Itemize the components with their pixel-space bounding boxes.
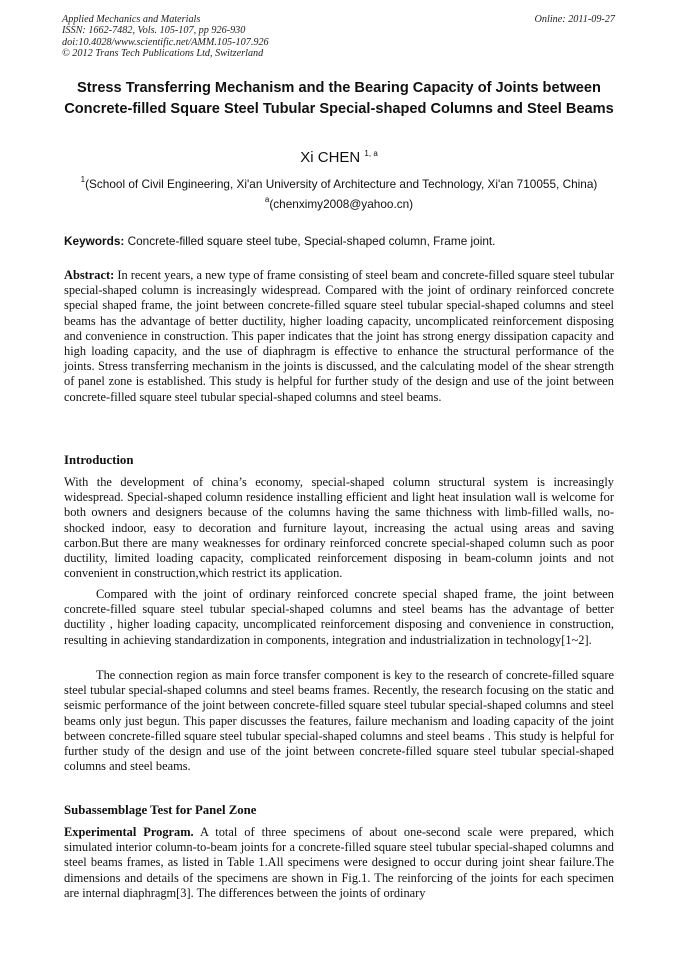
abstract-text: In recent years, a new type of frame consisting of steel beam and concrete-filled square steel tubular special-shaped column is increasingly widespread. Compared with the joint of ordinary reinforced concrete special shaped frame, the joint between concrete-filled square steel tubular special-shaped columns and steel beams has the advantage of better ductility, higher loading capacity, uncomplicated reinforcement disposing and convenience in construction. This paper indicates that the joint has strong energy dissipation capacity and high loading capacity, and the use of diaphragm is effective to enhance the structural performance of the joints. Stress transferring mechanism in the joints is discussed, and the calculating model of the shear strength of panel zone is established. This study is helpful for further study of the design and use of the joint between concrete-filled square steel tubular special-shaped columns and steel beams. [64,268,614,404]
subassemblage-heading: Subassemblage Test for Panel Zone [64,803,257,817]
journal-name: Applied Mechanics and Materials [62,14,201,25]
introduction-paragraph-2: Compared with the joint of ordinary reinforced concrete special shaped frame, the joint between concrete-filled square steel tubular special-shaped columns and steel beams has the advantage of better ductility , higher loading capacity, uncomplicated reinforcement disposing and convenience in construction, resulting in achieving standardization in components, integration and industrialization in technology[1~2]. [64,587,614,647]
email-text: (chenximy2008@yahoo.cn) [269,197,414,211]
keywords-text: Concrete-filled square steel tube, Special-shaped column, Frame joint. [124,234,496,248]
introduction-heading: Introduction [64,453,134,467]
copyright-line: © 2012 Trans Tech Publications Ltd, Switzerland [62,48,264,60]
experimental-program-text: A total of three specimens of about one-second scale were prepared, which simulated interior column-to-beam joints for a concrete-filled square steel tubular special-shaped columns and steel beams frames, as listed in Table 1.All specimens were designed to occur during joint shear failure.The dimensions and details of the specimens are shown in Fig.1. The reinforcing of the joints for each specimen are internal diaphragm[3]. The differences between the joints of ordinary [64,825,614,900]
issn-line: ISSN: 1662-7482, Vols. 105-107, pp 926-930 [62,25,246,37]
author-superscript: 1, a [364,149,378,158]
doi-line: doi:10.4028/www.scientific.net/AMM.105-107.926 [62,36,269,48]
experimental-program-paragraph [64,825,614,901]
paper-title: Stress Transferring Mechanism and the Bearing Capacity of Joints between Concrete-filled Square Steel Tubular Special-shaped Columns and Steel Beams [64,80,614,117]
email-line [0,196,678,212]
introduction-paragraph-3: The connection region as main force transfer component is key to the research of concrete-filled square steel tubular special-shaped columns and steel beams frames. Recently, the research focusing on the static and seismic performance of the joint between concrete-filled square steel tubular special-shaped columns and steel beams only just begun. This paper discusses the features, failure mechanism and loading capacity of the joint between concrete-filled square steel tubular special-shaped columns and steel beams . This study is helpful for further study of the design and use of the joint between concrete-filled square steel tubular special-shaped columns and steel beams. [64,668,614,774]
abstract [64,268,614,405]
keywords [64,233,624,249]
abstract-label: Abstract: [64,268,115,282]
author-line [0,148,678,168]
keywords-label: Keywords: [64,234,125,248]
experimental-program-label: Experimental Program. [64,825,194,839]
affiliation-superscript: 1 [80,175,86,184]
introduction-paragraph-1: With the development of china’s economy, special-shaped column structural system is increasingly widespread. Special-shaped column residence installing efficient and light heat insulation wall is welcome for both owners and designers because of the columns having the same thichness with limb-filled walls, no-shocked indoor, easy to decoration and furniture layout, increasing the actual using areas and saving carbon.But there are many weaknesses for ordinary reinforced concrete special-shaped column such as poor ductility, limited loading capacity, complicated reinforcement disposing in beam-column joints and not convenient in construction,which restrict its application. [64,475,614,581]
online-date: Online: 2011-09-27 [534,14,615,25]
email-superscript: a [264,195,270,204]
affiliation-text: (School of Civil Engineering, Xi'an University of Architecture and Technology, Xi'an 710055, China) [85,177,598,191]
journal-header [62,14,269,60]
affiliation [0,176,678,192]
author-name: Xi CHEN [300,149,361,166]
